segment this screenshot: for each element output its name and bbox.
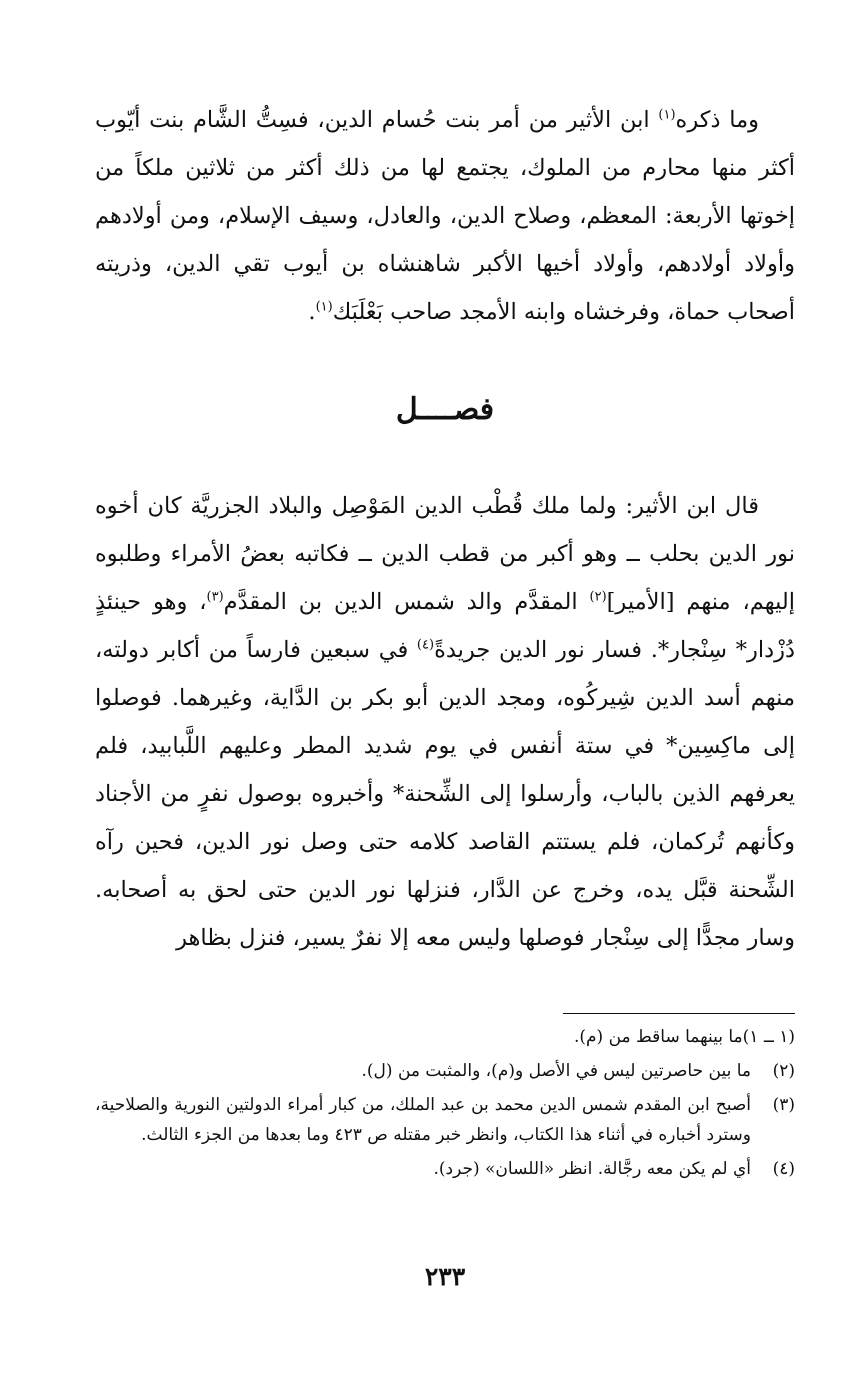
book-page bbox=[95, 96, 795, 1366]
opening-paragraph bbox=[95, 96, 795, 336]
page-number: ٢٣٣ bbox=[424, 1262, 466, 1291]
footnote bbox=[95, 1022, 795, 1052]
footnote-ref: (٤) bbox=[416, 637, 435, 653]
footnote-text: ما بين حاصرتين ليس في الأصل و(م)، والمثبت من (ل). bbox=[361, 1061, 751, 1081]
footnote-text: أي لم يكن معه رجَّالة. انظر «اللسان» (جرد). bbox=[433, 1159, 751, 1179]
footnote-ref: (٢) bbox=[589, 589, 607, 605]
footnotes-list bbox=[95, 1022, 795, 1188]
footnote-ref: (٣) bbox=[206, 589, 224, 605]
footnote bbox=[95, 1056, 795, 1086]
footnote-text: أصبح ابن المقدم شمس الدين محمد بن عبد الملك، من كبار أمراء الدولتين النورية والصلاحية، وسترد أخباره في أثناء هذا الكتاب، وانظر خبر مقتله ص ٤٢٣ وما بعدها من الجزء الثالث. bbox=[95, 1095, 751, 1145]
footnote-divider bbox=[563, 1013, 795, 1014]
footnote-number: (٢) bbox=[772, 1061, 795, 1081]
footnote-ref: (١) bbox=[658, 107, 676, 123]
footnote-number: (١ ــ ١) bbox=[742, 1027, 795, 1047]
paragraph-text: في سبعين فارساً من أكابر دولته، منهم أسد الدين شِيركُوه، ومجد الدين أبو بكر بن الدَّاية، وغيرهما. فوصلوا إلى ماكِسِين* في ستة أنفس في يوم شديد المطر وعليهم اللَّبابيد، فلم يعرفهم الذين بالباب، وأرسلوا إلى الشِّحنة* وأخبروه بوصول نفرٍ من الأجناد وكأنهم تُركمان، فلم يستتم القاصد كلامه حتى وصل نور الدين، فحين رآه الشِّحنة قبَّل يده، وخرج عن الدَّار، فنزلها نور الدين حتى لحق به أصحابه. وسار مجدًّا إلى سِنْجار فوصلها وليس معه إلا نفرٌ يسير، فنزل بظاهر bbox=[95, 637, 795, 951]
footnote bbox=[95, 1154, 795, 1184]
paragraph-text: المقدَّم والد شمس الدين بن المقدَّم bbox=[223, 589, 590, 615]
section-heading: فصــــل bbox=[395, 392, 495, 427]
footnote bbox=[95, 1090, 795, 1150]
footnote-number: (٣) bbox=[772, 1095, 795, 1115]
main-paragraph bbox=[95, 482, 795, 962]
main-paragraph-block bbox=[95, 482, 795, 962]
paragraph-end: . bbox=[308, 299, 316, 325]
paragraph-text: ابن الأثير من أمر بنت حُسام الدين، فسِتُّ الشَّام بنت أيّوب أكثر منها محارم من الملوك، يجتمع لها من ذلك أكثر من ثلاثين ملكاً من إخوتها الأربعة: المعظم، وصلاح الدين، والعادل، وسيف الإسلام، ومن أولادهم وأولاد أولادهم، وأولاد أخيها الأكبر شاهنشاه بن أيوب تقي الدين، وذريته أصحاب حماة، وفرخشاه وابنه الأمجد صاحب بَعْلَبَك bbox=[95, 107, 795, 325]
footnote-text: ما بينهما ساقط من (م). bbox=[573, 1027, 743, 1047]
paragraph-text: ، وهو حينئذٍ دُزْدار* سِنْجار*. فسار نور الدين جريدةً bbox=[95, 589, 795, 663]
footnote-ref: (١) bbox=[315, 299, 333, 315]
paragraph-text: وما ذكره bbox=[675, 107, 760, 133]
paragraph-text: قال ابن الأثير: ولما ملك قُطْب الدين المَوْصِل والبلاد الجزريَّة كان أخوه نور الدين بحلب ــ وهو أكبر من قطب الدين ــ فكاتبه بعضُ الأمراء وطلبوه إليهم، منهم [الأمير] bbox=[95, 493, 796, 615]
footnote-number: (٤) bbox=[772, 1159, 795, 1179]
